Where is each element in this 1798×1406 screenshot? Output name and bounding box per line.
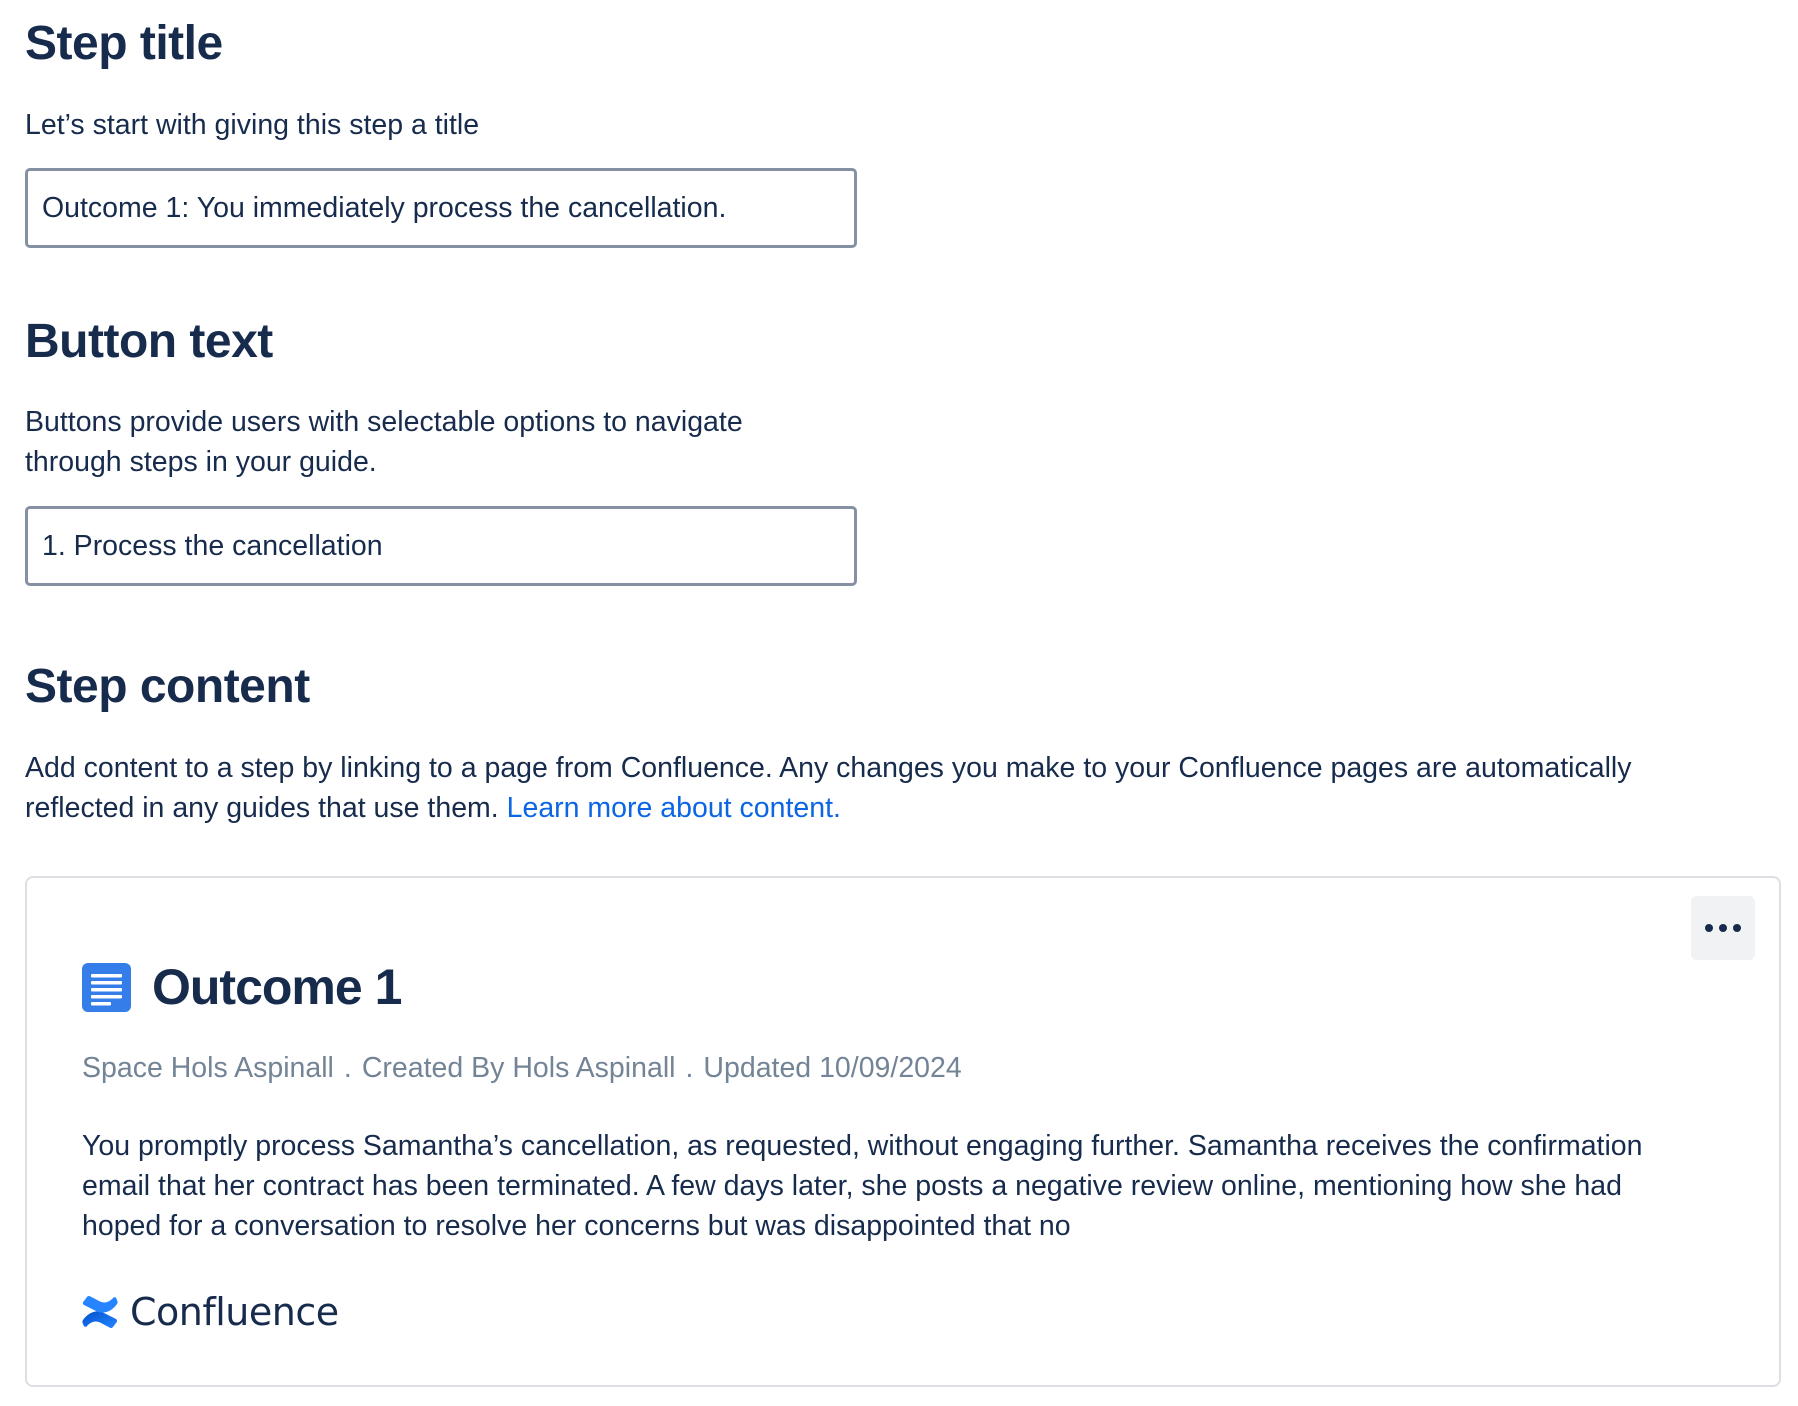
button-text-description-line1: Buttons provide users with selectable options to navigate — [25, 406, 743, 438]
card-excerpt — [82, 1126, 1722, 1246]
meta-updated: Updated 10/09/2024 — [703, 1052, 962, 1084]
card-title[interactable]: Outcome 1 — [152, 959, 402, 1015]
card-excerpt-line2: email that her contract has been terminated. A few days later, she posts a negative review online, mentioning how she had — [82, 1170, 1622, 1202]
confluence-brand-name: Confluence — [130, 1290, 339, 1334]
meta-created-by: Created By Hols Aspinall — [361, 1052, 676, 1084]
step-content-description — [25, 748, 1631, 828]
step-title-description: Let’s start with giving this step a title — [25, 109, 480, 141]
card-title-row — [82, 959, 402, 1015]
meta-separator: . — [343, 1052, 352, 1084]
step-content-heading: Step content — [25, 660, 310, 713]
meta-separator: . — [685, 1052, 694, 1084]
step-title-input[interactable] — [25, 168, 857, 248]
ellipsis-icon — [1703, 922, 1743, 934]
card-excerpt-line3: hoped for a conversation to resolve her concerns but was disappointed that no — [82, 1210, 1071, 1242]
step-content-description-line1: Add content to a step by linking to a page from Confluence. Any changes you make to your Confluence pages are automatically — [25, 752, 1632, 784]
card-meta — [82, 1048, 962, 1088]
card-excerpt-line1: You promptly process Samantha’s cancellation, as requested, without engaging further. Samantha receives the confirmation — [82, 1130, 1643, 1162]
button-text-description — [25, 402, 743, 482]
button-text-heading: Button text — [25, 315, 273, 368]
more-options-button[interactable] — [1691, 896, 1755, 960]
button-text-description-line2: through steps in your guide. — [25, 446, 377, 478]
confluence-logo-icon — [82, 1295, 118, 1329]
confluence-brand — [82, 1290, 339, 1334]
step-content-description-line2: reflected in any guides that use them. — [25, 792, 499, 824]
step-title-heading: Step title — [25, 17, 223, 70]
content-card[interactable] — [25, 876, 1781, 1387]
meta-space: Space Hols Aspinall — [82, 1052, 334, 1084]
button-text-input[interactable] — [25, 506, 857, 586]
document-icon — [82, 963, 131, 1012]
learn-more-link[interactable]: Learn more about content. — [506, 792, 841, 824]
